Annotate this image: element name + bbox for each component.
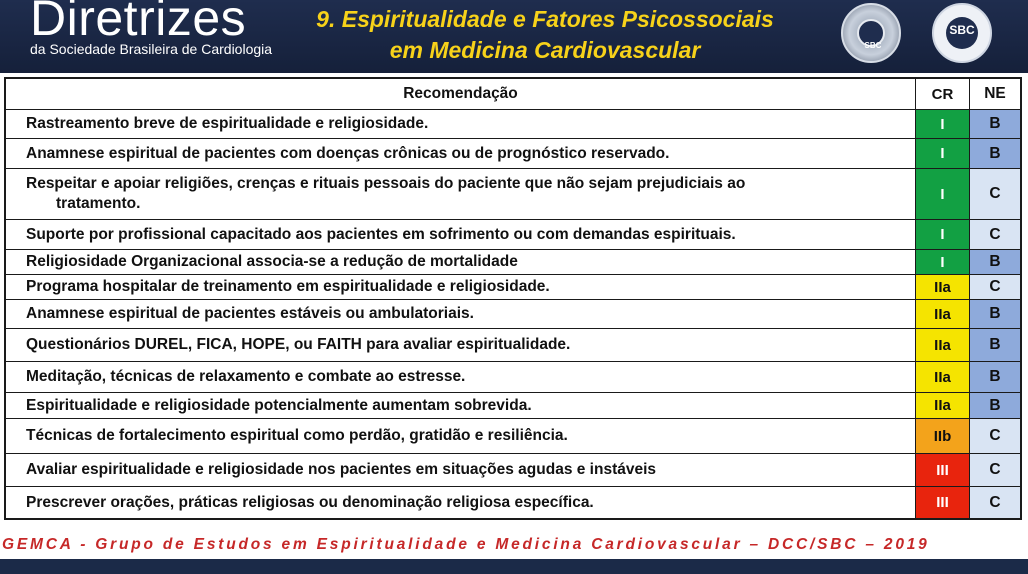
ne-badge: B [970,139,1020,168]
brand-title: Diretrizes [30,0,247,46]
table-row [6,300,1020,329]
chapter-title-line2: em Medicina Cardiovascular [389,37,701,63]
cr-badge: IIa [916,275,970,299]
recommendation-cell: Meditação, técnicas de relaxamento e combate ao estresse. [6,362,916,392]
ne-badge: B [970,300,1020,328]
recommendation-cell: Anamnese espiritual de pacientes com doenças crônicas ou de prognóstico reservado. [6,139,916,168]
ne-badge: B [970,362,1020,392]
recommendation-cell: Questionários DUREL, FICA, HOPE, ou FAITH para avaliar espiritualidade. [6,329,916,361]
recommendation-cell: Avaliar espiritualidade e religiosidade nos pacientes em situações agudas e instáveis [6,454,916,486]
ne-badge: B [970,329,1020,361]
table-row [6,393,1020,419]
table-row [6,454,1020,487]
seal-right-text: SBC [949,23,975,37]
ne-badge: C [970,487,1020,518]
table-row [6,139,1020,169]
cr-badge: IIa [916,300,970,328]
recommendation-cell: Anamnese espiritual de pacientes estáveis ou ambulatoriais. [6,300,916,328]
cr-badge: III [916,454,970,486]
recommendation-cell: Técnicas de fortalecimento espiritual como perdão, gratidão e resiliência. [6,419,916,453]
cr-badge: I [916,110,970,138]
table-row [6,220,1020,250]
table-row [6,419,1020,454]
ne-badge: C [970,454,1020,486]
ne-badge: C [970,220,1020,249]
header-bar [0,0,1028,73]
recommendations-table [4,77,1022,520]
ne-badge: B [970,110,1020,138]
table-row [6,362,1020,393]
recommendation-cell: Rastreamento breve de espiritualidade e religiosidade. [6,110,916,138]
ne-badge: B [970,250,1020,274]
table-header-row [6,79,1020,110]
ne-badge: C [970,419,1020,453]
cr-badge: IIa [916,393,970,418]
cr-badge: I [916,250,970,274]
seal-left-text: SBC [864,41,882,50]
recommendation-line1: Respeitar e apoiar religiões, crenças e rituais pessoais do paciente que não sejam prejudiciais ao [26,175,746,192]
sbc-seal-icon [841,3,901,63]
recommendation-cell: Prescrever orações, práticas religiosas ou denominação religiosa específica. [6,487,916,518]
chapter-title [290,4,800,66]
cr-badge: IIa [916,362,970,392]
cr-badge: I [916,139,970,168]
cr-badge: III [916,487,970,518]
cr-badge: IIb [916,419,970,453]
recommendation-cell: Programa hospitalar de treinamento em espiritualidade e religiosidade. [6,275,916,299]
brand-subtitle: da Sociedade Brasileira de Cardiologia [30,41,273,57]
cr-badge: IIa [916,329,970,361]
cr-badge: I [916,220,970,249]
ne-badge: C [970,169,1020,219]
bottom-bar [0,559,1028,574]
table-row [6,110,1020,139]
table-row [6,250,1020,275]
footer-credit: GEMCA - Grupo de Estudos em Espiritualidade e Medicina Cardiovascular – DCC/SBC – 2019 [2,536,930,553]
recommendation-cell: Religiosidade Organizacional associa-se a redução de mortalidade [6,250,916,274]
recommendation-cell [6,169,916,219]
recommendation-cell: Suporte por profissional capacitado aos pacientes em sofrimento ou com demandas espirituais. [6,220,916,249]
chapter-title-line1: 9. Espiritualidade e Fatores Psicossociais [316,6,774,32]
ne-badge: C [970,275,1020,299]
header-cr: CR [916,79,970,109]
recommendation-cell: Espiritualidade e religiosidade potencialmente aumentam sobrevida. [6,393,916,418]
recommendation-line2: tratamento. [56,195,141,212]
cr-badge: I [916,169,970,219]
table-row [6,487,1020,518]
ne-badge: B [970,393,1020,418]
header-recomendacao: Recomendação [6,79,916,109]
table-row [6,329,1020,362]
table-body [6,110,1020,518]
table-row [6,275,1020,300]
header-ne: NE [984,85,1006,102]
sbc-logo-icon [932,3,992,63]
table-row [6,169,1020,220]
